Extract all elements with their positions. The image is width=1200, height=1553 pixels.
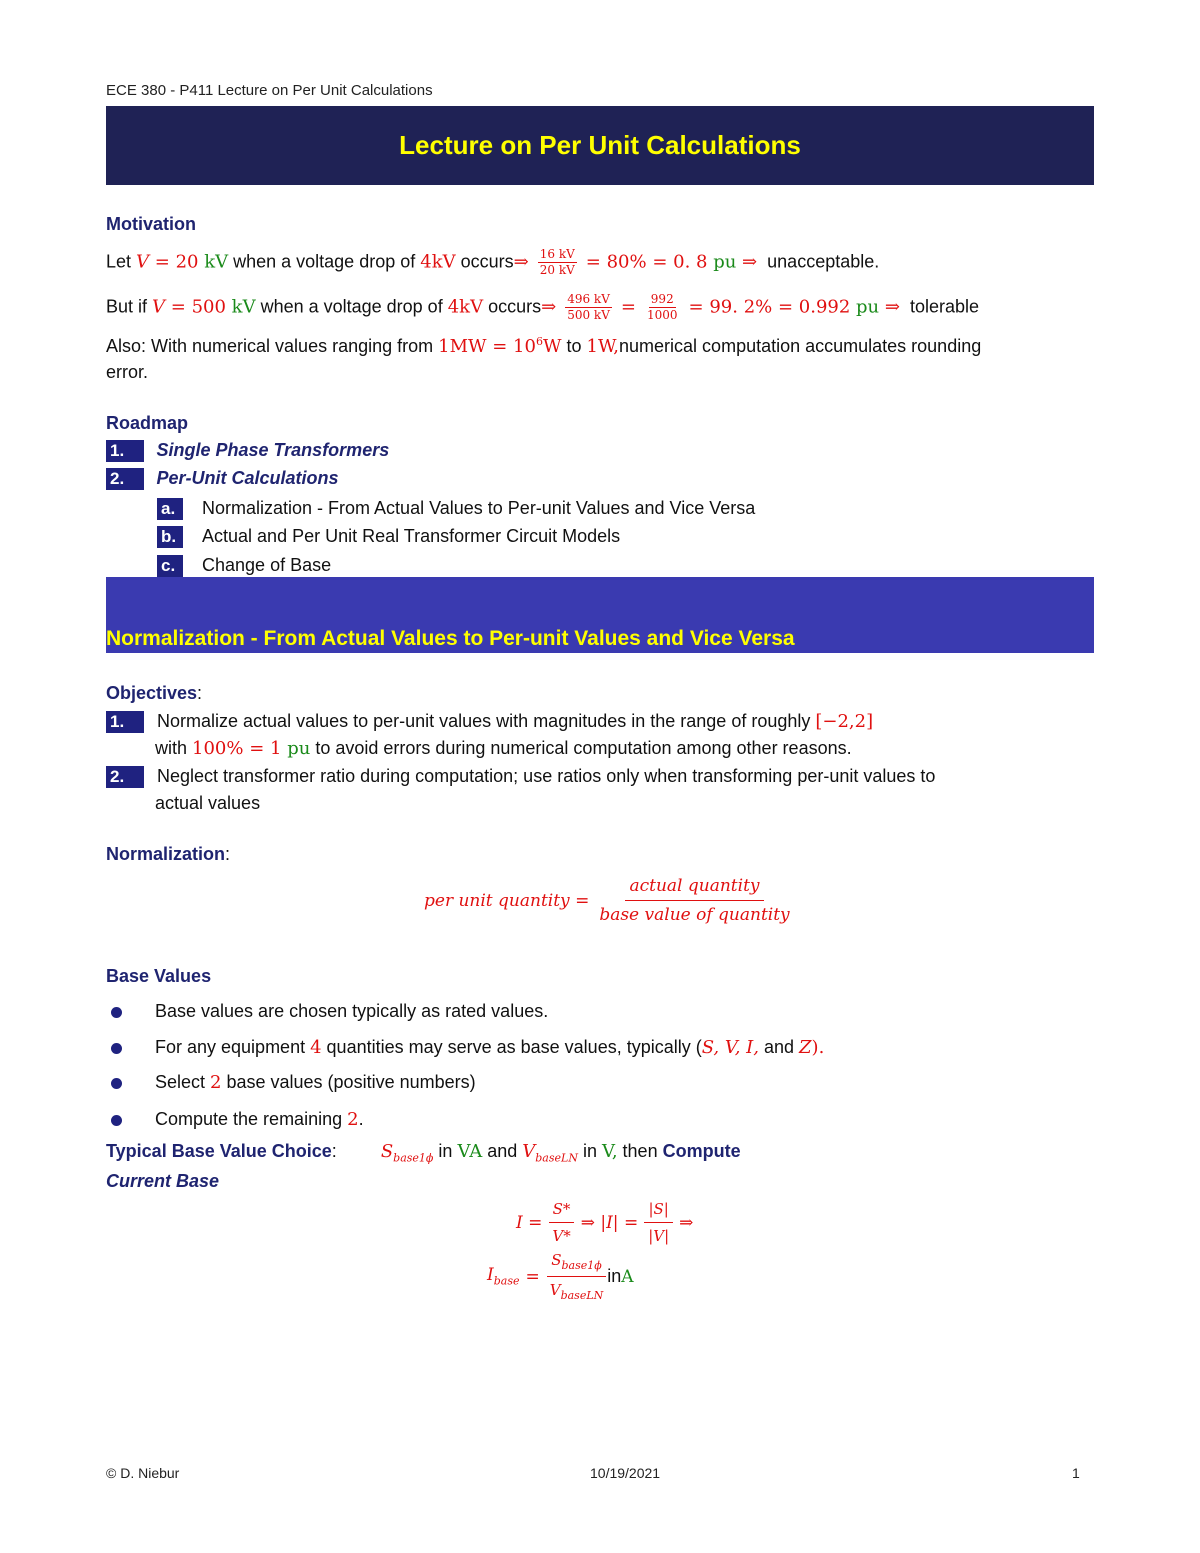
bullet-icon — [111, 1043, 122, 1054]
objective-2: 2. Neglect transformer ratio during computation; use ratios only when transforming per-unit values to — [106, 766, 935, 788]
footer-page-number: 1 — [1072, 1465, 1080, 1481]
motivation-line-1: Let V = 20 kV when a voltage drop of 4kV occurs⇒ $\frac{16 kV}{20 kV}$ = 80% = 0. 8 pu ⇒ unacceptable. — [106, 247, 880, 277]
normalization-heading: Normalization: — [106, 844, 231, 864]
roadmap-subitem-b: b. Actual and Per Unit Real Transformer Circuit Models — [157, 526, 620, 548]
page-header: ECE 380 - P411 Lecture on Per Unit Calculations — [106, 82, 433, 99]
roadmap-item-2: 2. Per-Unit Calculations — [106, 468, 338, 490]
roadmap-heading: Roadmap — [106, 413, 189, 433]
bullet-icon — [111, 1007, 122, 1018]
footer-author: © D. Niebur — [106, 1465, 180, 1481]
fraction-496-500: $\frac{496 kV}{500 kV}$ — [567, 292, 610, 322]
motivation-line-2: But if V = 500 kV when a voltage drop of 4kV occurs⇒ $\frac{496 kV}{500 kV}$ = $\frac{992}{1000}$ = 99. 2% = 0.992 pu ⇒ tolerable — [106, 292, 980, 322]
footer-date: 10/19/2021 — [590, 1465, 661, 1481]
motivation-line-4: error. — [106, 362, 149, 382]
current-base-heading: Current Base — [106, 1171, 220, 1191]
base-values-item-3: Select 2 base values (positive numbers) — [155, 1072, 476, 1093]
typical-base-value-choice: Typical Base Value Choice: $S_{base1\phi}$ in VA and $V_{baseLN}$ in V, then Compute — [106, 1141, 741, 1165]
base-values-item-4: Compute the remaining 2. — [155, 1109, 364, 1130]
objectives-heading: Objectives: — [106, 683, 203, 703]
base-values-heading: Base Values — [106, 966, 212, 986]
objective-1: 1. Normalize actual values to per-unit values with magnitudes in the range of roughly [−2,2] — [106, 711, 873, 733]
normalization-formula: per unit quantity = $\frac{\text{actual quantity}}{\text{base value of quantity}}$ — [424, 876, 790, 925]
base-values-item-1: Base values are chosen typically as rated values. — [155, 1001, 549, 1021]
objective-2-cont: actual values — [155, 793, 261, 813]
motivation-heading: Motivation — [106, 214, 196, 234]
roadmap-subitem-a: a. Normalization - From Actual Values to Per-unit Values and Vice Versa — [157, 498, 755, 520]
page-title: Lecture on Per Unit Calculations — [399, 130, 801, 160]
current-base-eq-1: I = $\frac{S*}{V*}$ ⇒ |I| = $\frac{|S|}{|V|}$ ⇒ — [516, 1200, 694, 1245]
objective-1-cont: with 100% = 1 pu to avoid errors during numerical computation among other reasons. — [155, 738, 852, 759]
roadmap-item-1: 1. Single Phase Transformers — [106, 440, 389, 462]
bullet-icon — [111, 1078, 122, 1089]
fraction-16-20: $\frac{16 kV}{20 kV}$ — [539, 247, 575, 277]
base-values-item-2: For any equipment 4 quantities may serve as base values, typically (S, V, I, and Z). — [155, 1037, 825, 1058]
section-title: Normalization - From Actual Values to Per-unit Values and Vice Versa — [106, 627, 795, 650]
bullet-icon — [111, 1115, 122, 1126]
motivation-line-3: Also: With numerical values ranging from $1MW = 10^6W$ to 1W,numerical computation accumulates rounding — [106, 335, 982, 357]
title-banner — [106, 106, 1094, 185]
current-base-eq-2: $I_{base}$ = $\frac{S_{base1\phi}}{V_{baseLN}}$ in A — [487, 1251, 634, 1302]
fraction-992-1000: $\frac{992}{1000}$ — [646, 292, 678, 322]
section-banner — [106, 577, 1094, 653]
roadmap-subitem-c: c. Change of Base — [157, 555, 331, 577]
